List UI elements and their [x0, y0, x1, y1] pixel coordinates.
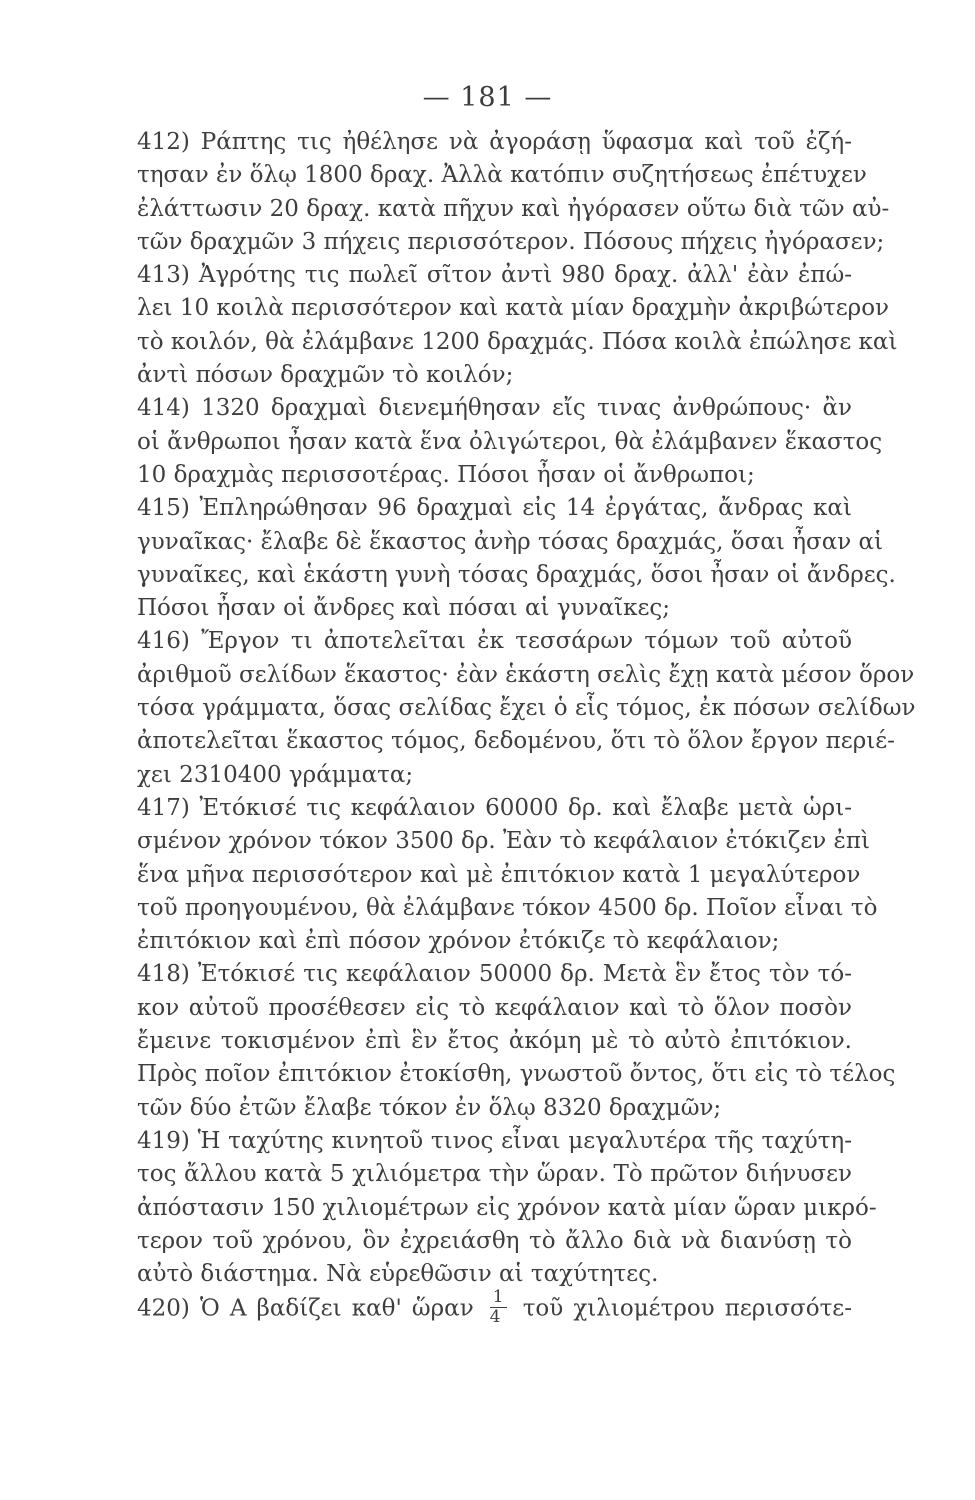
text-line: τὸ κοιλόν, θὰ ἐλάμβανε 1200 δραχμάς. Πόσα κοιλὰ ἐπώλησε καὶ	[137, 328, 898, 355]
text-line: ἕνα μῆνα περισσότερον καὶ μὲ ἐπιτόκιον κατὰ 1 μεγαλύτερον	[137, 861, 861, 888]
problem-start-line: 414) 1320 δραχμαὶ διενεμήθησαν εἴς τινας ἀνθρώπους· ἂν	[137, 395, 852, 422]
text-line: τος ἄλλου κατὰ 5 χιλιόμετρα τὴν ὥραν. Τὸ πρῶτον διήνυσεν	[137, 1161, 852, 1188]
problem-text	[137, 126, 916, 1328]
text-line: τόσα γράμματα, ὅσας σελίδας ἔχει ὁ εἷς τόμος, ἐκ πόσων σελίδων	[137, 695, 916, 722]
text-line: τερον τοῦ χρόνου, ὃν ἐχρειάσθη τὸ ἄλλο διὰ νὰ διανύσῃ τὸ	[137, 1227, 852, 1254]
text-line: γυναῖκας· ἔλαβε δὲ ἕκαστος ἀνὴρ τόσας δραχμάς, ὅσαι ἦσαν αἱ	[137, 528, 884, 555]
text-line: τησαν ἐν ὅλῳ 1800 δραχ. Ἀλλὰ κατόπιν συζητήσεως ἐπέτυχεν	[137, 162, 867, 189]
text-line: ἐπιτόκιον καὶ ἐπὶ πόσον χρόνον ἐτόκιζε τὸ κεφάλαιον;	[137, 928, 780, 955]
fraction-numerator: 1	[490, 1289, 507, 1308]
text-line: οἱ ἄνθρωποι ἦσαν κατὰ ἕνα ὀλιγώτεροι, θὰ ἐλάμβανεν ἕκαστος	[137, 428, 883, 455]
problem-start-line: 415) Ἐπληρώθησαν 96 δραχμαὶ εἰς 14 ἐργάτας, ἄνδρας καὶ	[137, 495, 852, 522]
text-line: κον αὐτοῦ προσέθεσεν εἰς τὸ κεφάλαιον καὶ τὸ ὅλον ποσὸν	[137, 994, 852, 1021]
fraction	[490, 1289, 507, 1326]
text-line: ἔμεινε τοκισμένον ἐπὶ ἓν ἔτος ἀκόμη μὲ τὸ αὐτὸ ἐπιτόκιον.	[137, 1028, 852, 1055]
text-line: ἀριθμοῦ σελίδων ἕκαστος· ἐὰν ἑκάστη σελὶς ἔχῃ κατὰ μέσον ὅρον	[137, 661, 915, 688]
problem-start-line: 417) Ἐτόκισέ τις κεφάλαιον 60000 δρ. καὶ ἔλαβε μετὰ ὡρι-	[137, 794, 852, 821]
text-line: σμένον χρόνον τόκον 3500 δρ. Ἐὰν τὸ κεφάλαιον ἐτόκιζεν ἐπὶ	[137, 828, 871, 855]
text-line: Πόσοι ἦσαν οἱ ἄνδρες καὶ πόσαι αἱ γυναῖκες;	[137, 595, 671, 622]
text-line: ἀποτελεῖται ἕκαστος τόμος, δεδομένου, ὅτι τὸ ὅλον ἔργον περιέ-	[137, 728, 895, 755]
text-line: αὐτὸ διάστημα. Νὰ εὑρεθῶσιν αἱ ταχύτητες.	[137, 1261, 659, 1288]
page-number: — 181 —	[422, 82, 553, 113]
text-line: τῶν δραχμῶν 3 πήχεις περισσότερον. Πόσους πήχεις ἠγόρασεν;	[137, 228, 885, 255]
problem-start-line: 419) Ἡ ταχύτης κινητοῦ τινος εἶναι μεγαλυτέρα τῆς ταχύτη-	[137, 1127, 852, 1154]
text-line: χει 2310400 γράμματα;	[137, 761, 414, 788]
text-line: γυναῖκες, καὶ ἑκάστη γυνὴ τόσας δραχμάς, ὅσοι ἦσαν οἱ ἄνδρες.	[137, 561, 896, 588]
text-fragment: τοῦ χιλιομέτρου περισσότε-	[522, 1295, 852, 1322]
text-line: τοῦ προηγουμένου, θὰ ἐλάμβανε τόκον 4500 δρ. Ποῖον εἶναι τὸ	[137, 894, 878, 921]
problem-start-line: 412) Ράπτης τις ἠθέλησε νὰ ἀγοράσῃ ὕφασμα καὶ τοῦ ἐζή-	[137, 129, 852, 155]
text-line: τῶν δύο ἐτῶν ἔλαβε τόκον ἐν ὅλῳ 8320 δραχμῶν;	[137, 1094, 722, 1121]
text-line: Πρὸς ποῖον ἐπιτόκιον ἐτοκίσθη, γνωστοῦ ὄντος, ὅτι εἰς τὸ τέλος	[137, 1061, 896, 1088]
problem-start-line: 418) Ἐτόκισέ τις κεφάλαιον 50000 δρ. Μετὰ ἓν ἔτος τὸν τό-	[137, 961, 852, 988]
problem-start-line: 416) Ἔργον τι ἀποτελεῖται ἐκ τεσσάρων τόμων τοῦ αὐτοῦ	[137, 628, 852, 655]
text-line: ἀντὶ πόσων δραχμῶν τὸ κοιλόν;	[137, 362, 514, 389]
problem-start-line: 413) Ἀγρότης τις πωλεῖ σῖτον ἀντὶ 980 δραχ. ἀλλ' ἐὰν ἐπώ-	[137, 262, 852, 289]
problem-start-line	[137, 1287, 852, 1328]
text-fragment: 420) Ὁ Α βαδίζει καθ' ὥραν	[137, 1295, 474, 1322]
text-line: ἀπόστασιν 150 χιλιομέτρων εἰς χρόνον κατὰ μίαν ὥραν μικρό-	[137, 1194, 877, 1221]
fraction-denominator: 4	[489, 1307, 501, 1328]
text-line: 10 δραχμὰς περισσοτέρας. Πόσοι ἦσαν οἱ ἄνθρωποι;	[137, 461, 755, 488]
text-line: ἐλάττωσιν 20 δραχ. κατὰ πῆχυν καὶ ἠγόρασεν οὕτω διὰ τῶν αὐ-	[137, 195, 890, 222]
text-line: λει 10 κοιλὰ περισσότερον καὶ κατὰ μίαν δραχμὴν ἀκριβώτερον	[137, 295, 890, 322]
